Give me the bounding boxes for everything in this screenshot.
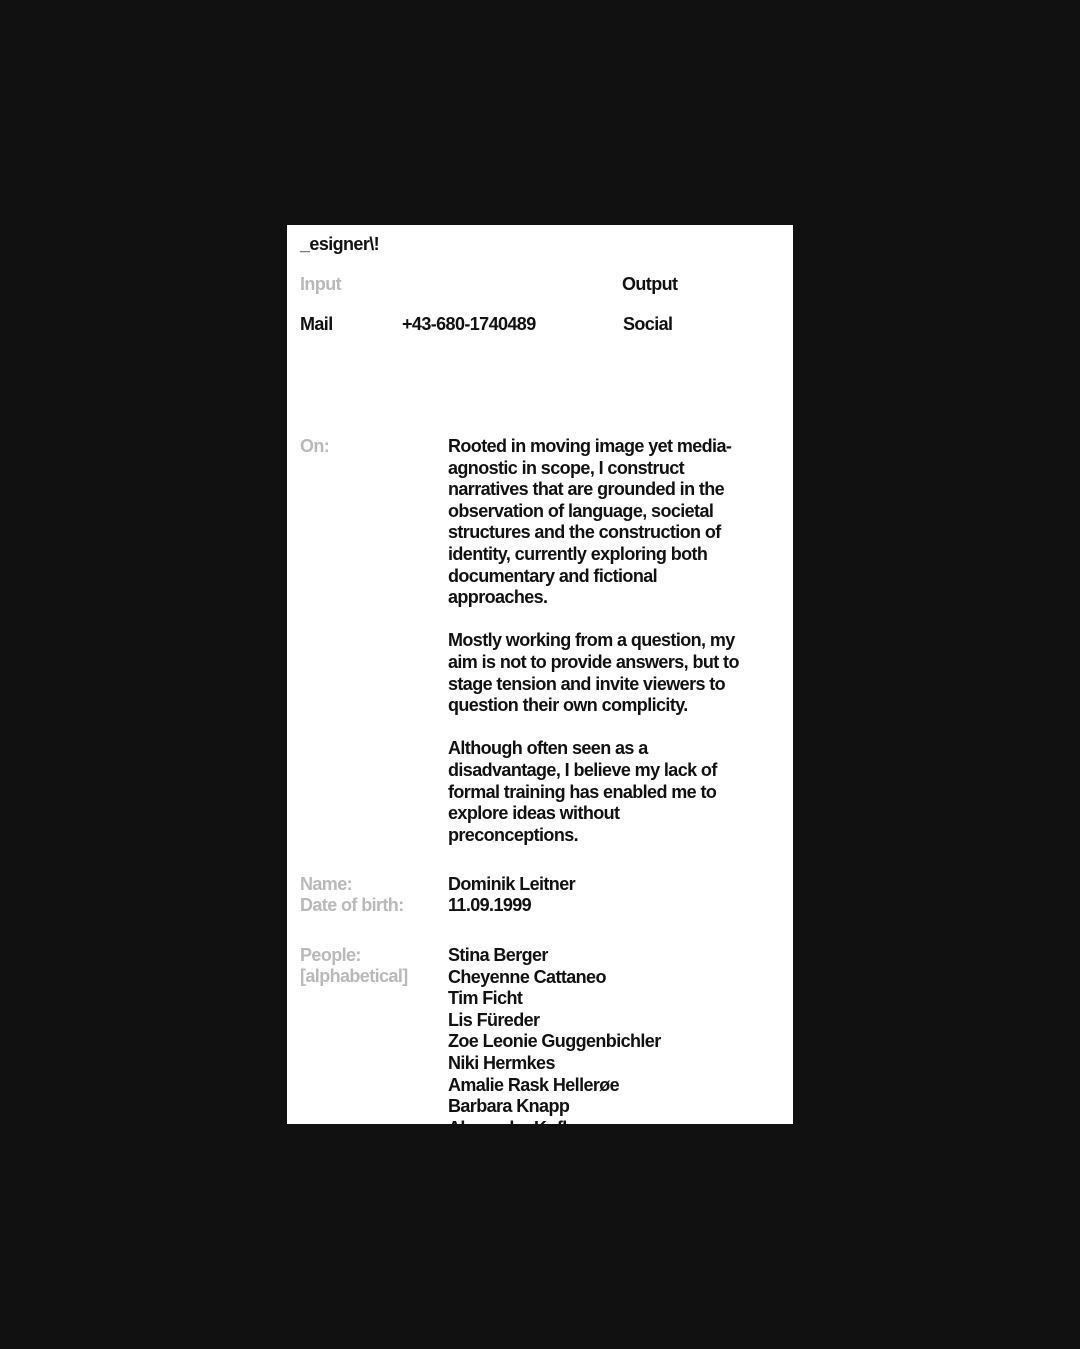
people-sublabel: [alphabetical] (300, 966, 408, 986)
about-label: On: (300, 436, 330, 456)
person-name: Niki Hermkes (448, 1052, 555, 1073)
name-label: Name: (300, 874, 353, 894)
name-value: Dominik Leitner (448, 874, 576, 894)
person-name: Lis Füreder (448, 1009, 540, 1030)
dob-label: Date of birth: (300, 895, 404, 915)
about-paragraph: Rooted in moving image yet media- agnostic in scope, I construct narratives that are grounded in the observation of language, societal structures and the construction of identity, currently exploring both documentary and fictional approaches. (448, 436, 732, 608)
person-name: Stina Berger (448, 945, 548, 965)
nav-input-link[interactable]: Input (300, 274, 341, 294)
mail-link[interactable]: Mail (300, 314, 333, 334)
nav-output-link[interactable]: Output (622, 274, 678, 294)
about-paragraph: Mostly working from a question, my aim is not to provide answers, but to stage tension and invite viewers to question their own complicity. (448, 630, 739, 716)
person-name: Cheyenne Cattaneo (448, 966, 606, 987)
person-name: Barbara Knapp (448, 1096, 570, 1117)
social-link[interactable]: Social (623, 314, 673, 334)
person-name: Alexander Kofler (448, 1117, 583, 1138)
person-name: Zoe Leonie Guggenbichler (448, 1031, 661, 1052)
phone-link[interactable]: +43-680-1740489 (402, 314, 536, 334)
about-text (448, 436, 748, 868)
dob-value: 11.09.1999 (448, 895, 532, 915)
person-name: Amalie Rask Hellerøe (448, 1074, 620, 1095)
site-screen (287, 225, 793, 1138)
about-paragraph: Although often seen as a disadvantage, I believe my lack of formal training has enabled me to explore ideas without preconceptions. (448, 738, 717, 845)
people-list (448, 945, 748, 1139)
person-name: Tim Ficht (448, 988, 523, 1009)
site-logo[interactable]: _esigner\! (300, 234, 380, 254)
people-label: People: (300, 945, 361, 965)
